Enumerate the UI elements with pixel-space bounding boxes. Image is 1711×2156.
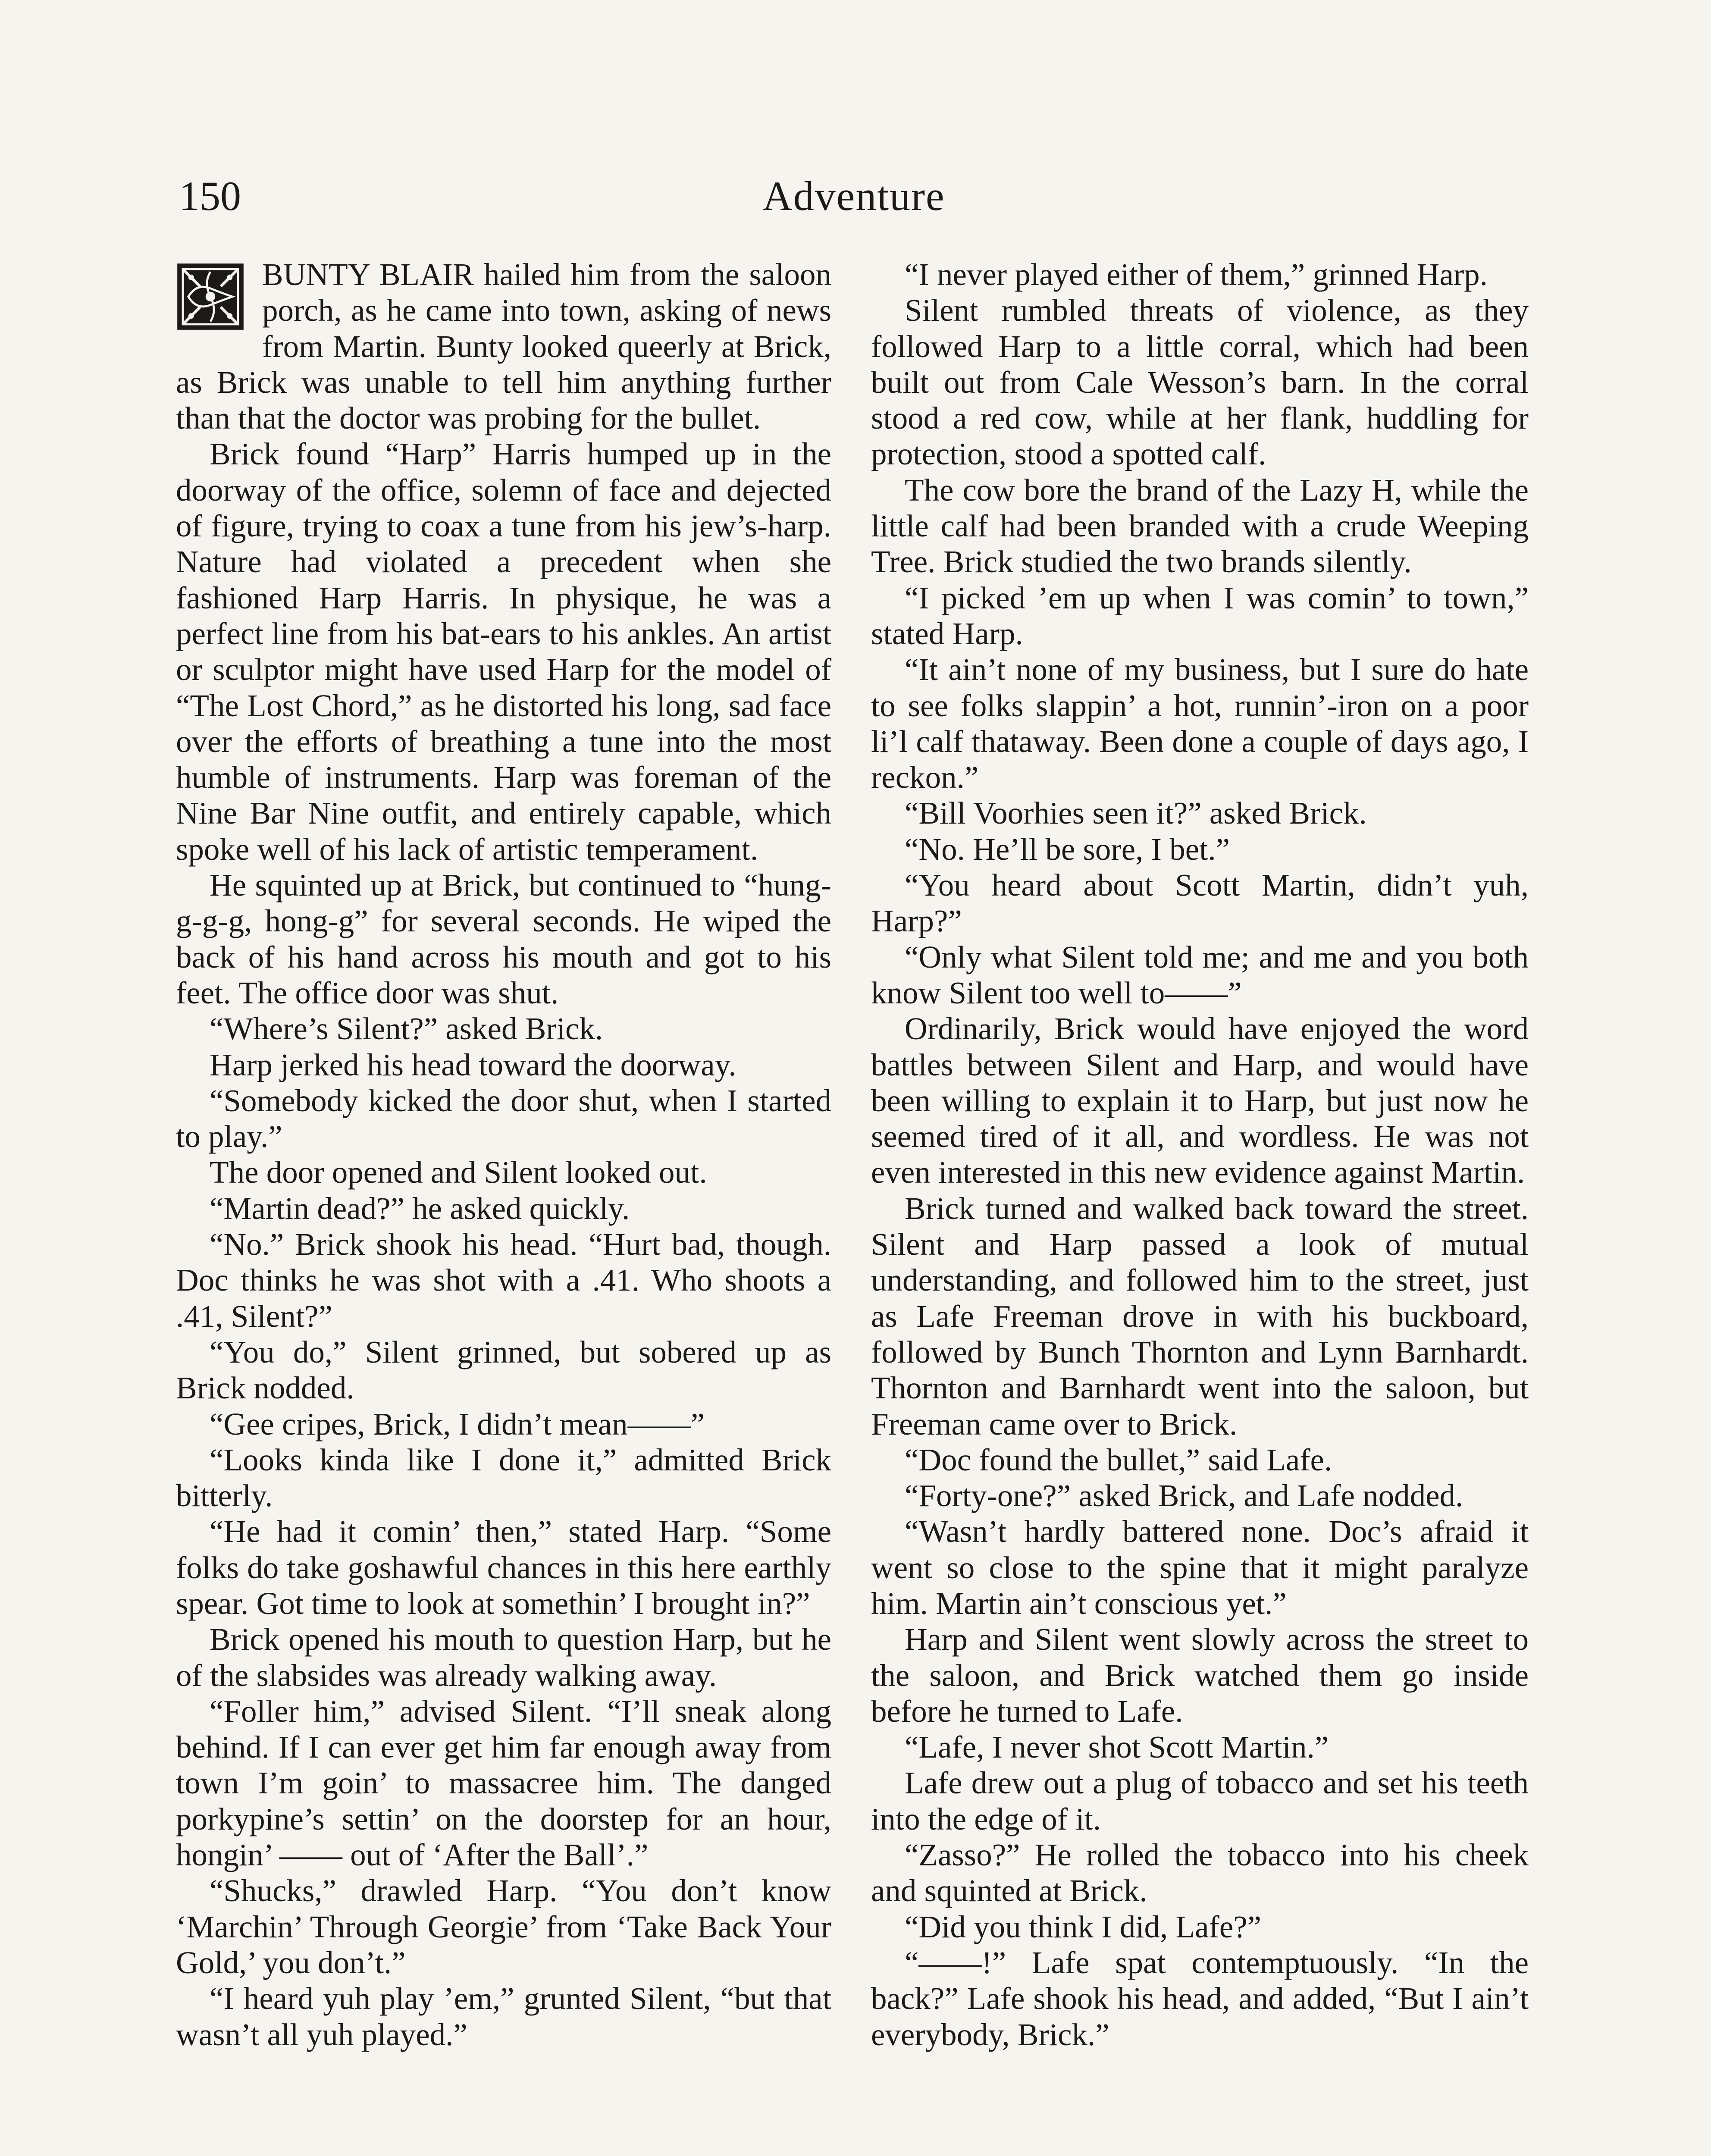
paragraph: Lafe drew out a plug of tobacco and set his teeth into the edge of it. xyxy=(871,1765,1529,1836)
paragraph: “Somebody kicked the door shut, when I started to play.” xyxy=(176,1083,831,1154)
paragraph: “You do,” Silent grinned, but sobered up as Brick nodded. xyxy=(176,1334,831,1406)
paragraph: Brick turned and walked back toward the street. Silent and Harp passed a look of mutual understanding, and followed him to the street, just as Lafe Freeman drove in with his buckboard, followed by Bunch Thornton and Lynn Barnhardt. Thornton and Barnhardt went into the saloon, but Freeman came over to Brick. xyxy=(871,1191,1529,1442)
paragraph: “No.” Brick shook his head. “Hurt bad, though. Doc thinks he was shot with a .41. Who shoots a .41, Silent?” xyxy=(176,1227,831,1334)
paragraph: “Forty-one?” asked Brick, and Lafe nodded. xyxy=(905,1478,1463,1514)
dropcap-ornament-icon xyxy=(176,262,245,332)
paragraph: The door opened and Silent looked out. xyxy=(210,1155,707,1190)
paragraph: “Bill Voorhies seen it?” asked Brick. xyxy=(905,796,1367,831)
page-header xyxy=(179,166,1529,226)
decorative-dropcap xyxy=(176,262,245,332)
paragraph: “Zasso?” He rolled the tobacco into his cheek and squinted at Brick. xyxy=(871,1837,1529,1908)
paragraph: “Shucks,” drawled Harp. “You don’t know ‘Marchin’ Through Georgie’ from ‘Take Back Your Gold,’ you don’t.” xyxy=(176,1873,831,1980)
paragraph: “He had it comin’ then,” stated Harp. “Some folks do take goshawful chances in this here earthly spear. Got time to look at somethin’ I brought in?” xyxy=(176,1514,831,1621)
paragraph: “Did you think I did, Lafe?” xyxy=(905,1909,1262,1944)
paragraph: Harp jerked his head toward the doorway. xyxy=(210,1047,736,1082)
paragraph: “Lafe, I never shot Scott Martin.” xyxy=(905,1730,1329,1765)
paragraph: “Foller him,” advised Silent. “I’ll sneak along behind. If I can ever get him far enough away from town I’m goin’ to massacree him. The danged porkypine’s settin’ on the doorstep for an hour, hongin’ —— out of ‘After the Ball’.” xyxy=(176,1693,831,1873)
page-number: 150 xyxy=(179,173,241,219)
paragraph: “I picked ’em up when I was comin’ to town,” stated Harp. xyxy=(871,580,1529,651)
paragraph: “Wasn’t hardly battered none. Doc’s afraid it went so close to the spine that it might paralyze him. Martin ain’t conscious yet.” xyxy=(871,1514,1529,1621)
paragraph: Ordinarily, Brick would have enjoyed the word battles between Silent and Harp, and would have been willing to explain it to Harp, but just now he seemed tired of it all, and wordless. He was not even interested in this new evidence against Martin. xyxy=(871,1011,1529,1190)
paragraph: “You heard about Scott Martin, didn’t yuh, Harp?” xyxy=(871,868,1529,939)
paragraph: “——!” Lafe spat contemptuously. “In the back?” Lafe shook his head, and added, “But I ain’t everybody, Brick.” xyxy=(871,1945,1529,2052)
paragraph: “Only what Silent told me; and me and you both know Silent too well to——” xyxy=(871,939,1529,1010)
paragraph: Brick found “Harp” Harris humped up in the doorway of the office, solemn of face and dejected of figure, trying to coax a tune from his jew’s-harp. Nature had violated a precedent when she fashioned Harp Harris. In physique, he was a perfect line from his bat-ears to his ankles. An artist or sculptor might have used Harp for the model of “The Lost Chord,” as he distorted his long, sad face over the efforts of breathing a tune into the most humble of instruments. Harp was foreman of the Nine Bar Nine outfit, and entirely capable, which spoke well of his lack of artistic temperament. xyxy=(176,436,831,867)
paragraph: “I never played either of them,” grinned Harp. xyxy=(905,257,1488,292)
running-title: Adventure xyxy=(762,173,945,219)
paragraph: “No. He’ll be sore, I bet.” xyxy=(905,831,1230,867)
paragraph: Harp and Silent went slowly across the street to the saloon, and Brick watched them go inside before he turned to Lafe. xyxy=(871,1622,1529,1729)
right-column xyxy=(871,257,1529,2053)
paragraph: “Martin dead?” he asked quickly. xyxy=(210,1191,630,1226)
paragraph: The cow bore the brand of the Lazy H, while the little calf had been branded with a crude Weeping Tree. Brick studied the two brands silently. xyxy=(871,472,1529,580)
paragraph: “Doc found the bullet,” said Lafe. xyxy=(905,1442,1332,1477)
paragraph: BUNTY BLAIR hailed him from the saloon porch, as he came into town, asking of news from Martin. Bunty looked queerly at Brick, as Brick was unable to tell him anything further than that the doctor was probing for the bullet. xyxy=(176,257,831,436)
paragraph: He squinted up at Brick, but continued to “hung-g-g-g, hong-g” for several seconds. He wiped the back of his hand across his mouth and got to his feet. The office door was shut. xyxy=(176,868,831,1010)
paragraph: “Gee cripes, Brick, I didn’t mean——” xyxy=(210,1406,705,1442)
paragraph: “Where’s Silent?” asked Brick. xyxy=(210,1011,603,1047)
paragraph: “I heard yuh play ’em,” grunted Silent, “but that wasn’t all yuh played.” xyxy=(176,1981,831,2052)
paragraph: Silent rumbled threats of violence, as they followed Harp to a little corral, which had been built out from Cale Wesson’s barn. In the corral stood a red cow, while at her flank, huddling for protection, stood a spotted calf. xyxy=(871,293,1529,472)
paragraph: “Looks kinda like I done it,” admitted Brick bitterly. xyxy=(176,1442,831,1514)
left-column xyxy=(176,257,831,2053)
paragraph: “It ain’t none of my business, but I sure do hate to see folks slappin’ a hot, runnin’-iron on a poor li’l calf thataway. Been done a couple of days ago, I reckon.” xyxy=(871,652,1529,795)
paragraph: Brick opened his mouth to question Harp, but he of the slabsides was already walking away. xyxy=(176,1622,831,1693)
